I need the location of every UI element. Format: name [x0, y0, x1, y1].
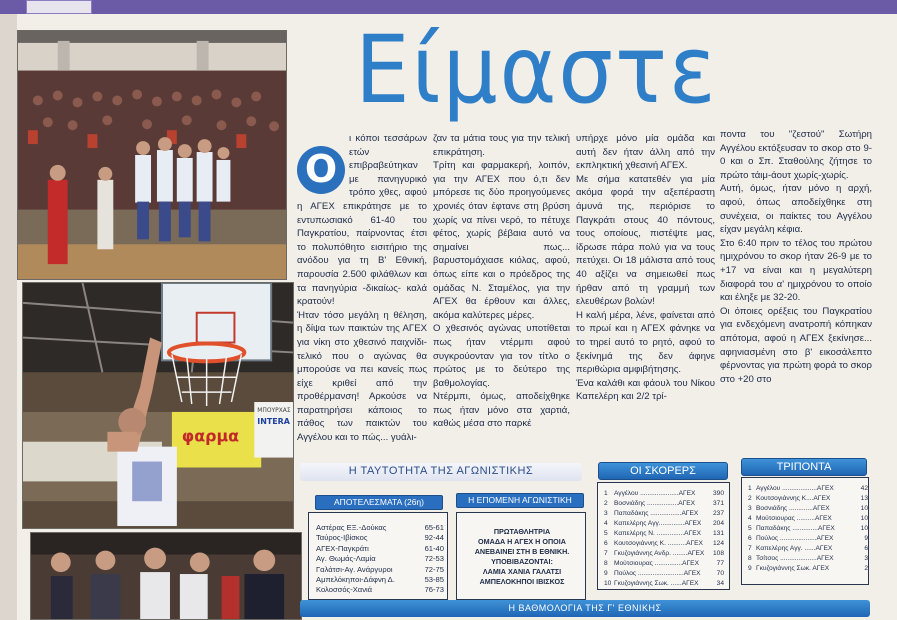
- article-paragraph: Με σήμα κατατεθέν για μία ακόμα φορά την αξεπέραστη άμυνά της, περιόρισε το Παγκράτι στους 40 πόντους, τους οποίους, πιστέψτε μας, ίδρωσε πάρα πολύ για να τους πετύχει. Οι 18 μάλιστα από τους 40 αξίζει να σημειωθεί πως ήρθαν από τη γραμμή των ελευθέρων βολών!: [576, 173, 715, 308]
- triple-row: [748, 534, 868, 544]
- player-name: Γκυζογιάννης Σωκ. ΑΓΕΧ: [756, 565, 830, 572]
- triple-row: [748, 494, 868, 504]
- dunk-sign-small: ΜΠΟΥΡΧΑΣ: [257, 406, 291, 414]
- triples-list: [748, 484, 868, 574]
- rank: 6: [604, 540, 608, 547]
- player-name: Γκυζογιάννης Σωκ. ......ΑΓΕΧ: [614, 580, 699, 587]
- result-score: 92-44: [424, 533, 444, 543]
- rank: 5: [748, 525, 752, 532]
- article-paragraph: Οι όποιες ορέξεις του Παγκρατίου για ενδεχόμενη ανατροπή κόπηκαν απότομα, αφού η ΑΓΕΧ ξεκίνησε... αφηνιασμένη στο β' εικοσάλεπτο φέρνοντας για πρώτη φορά το σκορ στο +20 στο: [720, 305, 872, 385]
- scorer-row: [604, 549, 724, 559]
- result-match: Κολοσσός-Χανιά: [316, 585, 373, 595]
- next-line: ΑΜΠΕΛΟΚΗΠΟΙ ΙΒΙΣΚΟΣ: [479, 577, 565, 586]
- article-paragraph: Στο 6:40 πριν το τέλος του πρώτου ημιχρόνου το σκορ ήταν 26-9 με το +17 να είναι και η μεγαλύτερη διαφορά του α' ημιχρόνου το οποίο και έληξε με 32-20.: [720, 237, 872, 304]
- rank: 6: [748, 535, 752, 542]
- article-paragraph: Ήταν τόσο μεγάλη η θέληση, η δίψα των παικτών της ΑΓΕΧ για νίκη στο χθεσινό παιχνίδι-τελικό που ο αγώνας θα μπορούσε να πει κανείς πως είχε κριθεί από την προθέρμανση! Αρκούσε να παρατηρήσει κάποιος το πάθος των παικτών του Αγγέλου και το πώς... γυάλι-: [297, 309, 427, 444]
- player-name: Καπελέρης Ν. ...............ΑΓΕΧ: [614, 530, 702, 537]
- result-row: [316, 575, 444, 585]
- result-row: [316, 533, 444, 543]
- rank: 1: [604, 490, 608, 497]
- crowd-celebration-photo: [17, 30, 287, 280]
- result-match: ΑΓΕΧ-Παγκράτι: [316, 543, 369, 553]
- threes: 6: [864, 545, 868, 552]
- article-column-1: [297, 132, 427, 462]
- points: 108: [712, 550, 724, 557]
- player-name: Παπαδάκης .................ΑΓΕΧ: [614, 510, 699, 517]
- next-line: ΟΜΑΔΑ Η ΑΓΕΧ Η ΟΠΟΙΑ: [478, 537, 566, 546]
- article-paragraph: Αυτή, όμως, ήταν μόνο η αρχή, αφού, όπως αποδείχθηκε στη συνέχεια, οι παίκτες του Αγγέλου είχαν μεγάλη κέφια.: [720, 183, 872, 236]
- result-row: [316, 523, 444, 533]
- result-row: [316, 565, 444, 575]
- next-round-title: Η ΕΠΟΜΕΝΗ ΑΓΩΝΙΣΤΙΚΗ: [456, 493, 584, 508]
- player-name: Αγγέλου .....................ΑΓΕΧ: [614, 490, 696, 497]
- triple-row: [748, 514, 868, 524]
- team-photo-art: [31, 533, 301, 619]
- points: 70: [716, 570, 724, 577]
- threes: 42: [860, 485, 868, 492]
- standings-banner: Η ΒΑΘΜΟΛΟΓΙΑ ΤΗΣ Γ' ΕΘΝΙΚΗΣ: [300, 600, 870, 617]
- result-score: 76-73: [424, 585, 444, 595]
- dunk-sign-left: φαρμα: [181, 426, 240, 446]
- player-name: Κουτσογιάννης Κ. ..........ΑΓΕΧ: [614, 540, 703, 547]
- article-column-2: [433, 132, 570, 462]
- points: 237: [712, 510, 724, 517]
- top-color-strip: [0, 0, 897, 14]
- triples-box: [741, 477, 869, 585]
- points: 124: [712, 540, 724, 547]
- next-round-box: [456, 512, 586, 600]
- scorers-box: [597, 482, 730, 590]
- rank: 8: [604, 560, 608, 567]
- points: 77: [716, 560, 724, 567]
- player-dunk-photo: [22, 282, 294, 529]
- triple-row: [748, 504, 868, 514]
- headline: Είμαστε: [355, 16, 718, 125]
- article-paragraph: Ένα καλάθι και φάουλ του Νίκου Καπελέρη και 2/2 τρί-: [576, 377, 715, 403]
- result-score: 53-85: [424, 575, 444, 585]
- article-paragraph: Τρίτη και φαρμακερή, λοιπόν, για την ΑΓΕΧ που ό,τι δεν μπόρεσε τις δύο προηγούμενες χρονιές όταν έφτανε στη βρύση χωρίς να πίνει νερό, το πέτυχε φέτος, χωρίς βέβαια αυτό να σημαίνει πως... βαρυστομάχιασε κιόλας, αφού, όπως είπε και ο πρόεδρος της ομάδας Ν. Σταμέλος, για την ΑΓΕΧ θα έρθουν και άλλες, ακόμα καλύτερες μέρες.: [433, 160, 570, 321]
- rank: 9: [604, 570, 608, 577]
- player-name: Μούτσιουρας ..........ΑΓΕΧ: [756, 515, 832, 522]
- triple-row: [748, 554, 868, 564]
- crowd-photo-art: [18, 31, 286, 279]
- result-row: [316, 544, 444, 554]
- next-line: ΥΠΟΒΙΒΑΖΟΝΤΑΙ:: [491, 557, 553, 566]
- threes: 13: [860, 495, 868, 502]
- article-paragraph: Η καλή μέρα, λένε, φαίνεται από το πρωί και η ΑΓΕΧ φάνηκε να το τηρεί αυτό το ρητό, αφού το ξεκίνημά της δεν άφηνε περιθώρια αμφιβήτησης.: [576, 309, 715, 376]
- points: 34: [716, 580, 724, 587]
- result-match: Ταύρος-Ιβίσκος: [316, 533, 368, 543]
- result-row: [316, 554, 444, 564]
- rank: 3: [604, 510, 608, 517]
- player-name: Γκυζογιάννης Ανδρ. ........ΑΓΕΧ: [614, 550, 704, 557]
- player-name: Παπαδάκης ..............ΑΓΕΧ: [756, 525, 835, 532]
- result-match: Αμπελόκηποι-Δάφνη Δ.: [316, 575, 395, 585]
- threes: 3: [864, 555, 868, 562]
- scorer-row: [604, 509, 724, 519]
- threes: 10: [860, 515, 868, 522]
- rank: 3: [748, 505, 752, 512]
- points: 204: [712, 520, 724, 527]
- rank: 2: [748, 495, 752, 502]
- article-column-3: [576, 132, 715, 462]
- scorers-list: [604, 489, 724, 589]
- points: 131: [712, 530, 724, 537]
- dropcap: Ο: [297, 146, 345, 194]
- rank: 8: [748, 555, 752, 562]
- article-paragraph: ζαν τα μάτια τους για την τελική επικράτηση.: [433, 133, 570, 158]
- result-score: 72-53: [424, 554, 444, 564]
- results-box: [308, 512, 448, 600]
- threes: 9: [864, 535, 868, 542]
- article-column-4: [720, 128, 872, 462]
- top-tab: [26, 0, 92, 14]
- threes: 10: [860, 505, 868, 512]
- rank: 7: [748, 545, 752, 552]
- points: 371: [712, 500, 724, 507]
- threes: 2: [864, 565, 868, 572]
- results-list: [316, 523, 444, 596]
- article-paragraph: ποντα του "ζεστού" Σωτήρη Αγγέλου εκτόξευσαν το σκορ στο 9-0 και ο Σπ. Σταθούλης ζήτησε το πρώτο τάιμ-άουτ χωρίς-χωρίς.: [720, 129, 872, 181]
- points: 390: [712, 490, 724, 497]
- rank: 10: [604, 580, 612, 587]
- result-score: 65-61: [424, 523, 444, 532]
- identity-banner: Η ΤΑΥΤΟΤΗΤΑ ΤΗΣ ΑΓΩΝΙΣΤΙΚΗΣ: [300, 463, 582, 481]
- page-fold-margin: [0, 14, 17, 620]
- article-paragraph: υπήρχε μόνο μία ομάδα και αυτή δεν ήταν άλλη από την εκπληκτική χθεσινή ΑΓΕΧ.: [576, 133, 715, 172]
- next-line: ΛΑΜΙΑ ΧΑΝΙΑ ΓΑΛΑΤΣΙ: [482, 567, 562, 576]
- player-name: Αγγέλου ...................ΑΓΕΧ: [756, 485, 834, 492]
- triple-row: [748, 544, 868, 554]
- triple-row: [748, 524, 868, 534]
- triple-row: [748, 564, 868, 574]
- player-name: Πούλος ....................ΑΓΕΧ: [756, 535, 834, 542]
- rank: 5: [604, 530, 608, 537]
- player-name: Καπελέρης Αγγ. ......ΑΓΕΧ: [756, 545, 833, 552]
- player-name: Καπελέρης Αγγ..............ΑΓΕΧ: [614, 520, 702, 527]
- dunk-photo-art: [23, 283, 293, 528]
- rank: 2: [604, 500, 608, 507]
- article-paragraph: Ο χθεσινός αγώνας υποτίθεται πως ήταν ντέρμπι αφού συγκρούονταν για τον τίτλο ο πρώτος με το δεύτερο της βαθμολογίας.: [433, 323, 570, 389]
- player-name: Τσίτσος ....................ΑΓΕΧ: [756, 555, 834, 562]
- rank: 4: [604, 520, 608, 527]
- article-paragraph: Ντέρμπι, όμως, αποδείχθηκε πως ήταν μόνο στα χαρτιά, καθώς μέσα στο παρκέ: [433, 391, 570, 430]
- result-score: 61-40: [424, 543, 444, 553]
- scorer-row: [604, 579, 724, 589]
- result-match: Γαλάτσι-Αγ. Ανάργυροι: [316, 564, 393, 574]
- player-name: Βοσνιάδης .............ΑΓΕΧ: [756, 505, 830, 512]
- team-photo: [30, 532, 302, 620]
- player-name: Μούτσιουρας ...............ΑΓΕΧ: [614, 560, 699, 567]
- triple-row: [748, 484, 868, 494]
- result-score: 72-75: [424, 564, 444, 574]
- results-title: ΑΠΟΤΕΛΕΣΜΑΤΑ (26η): [315, 495, 443, 510]
- threes: 10: [860, 525, 868, 532]
- scorer-row: [604, 539, 724, 549]
- next-line: ΑΝΕΒΑΙΝΕΙ ΣΤΗ Β ΕΘΝΙΚΗ.: [474, 547, 570, 556]
- scorer-row: [604, 519, 724, 529]
- scorer-row: [604, 569, 724, 579]
- rank: 7: [604, 550, 608, 557]
- next-line: ΠΡΩΤΑΘΛΗΤΡΙΑ: [493, 527, 551, 536]
- result-match: Αγ. Θωμάς-Λαμία: [316, 554, 376, 564]
- rank: 1: [748, 485, 752, 492]
- rank: 9: [748, 565, 752, 572]
- player-name: Κουτσογιάννης Κ....ΑΓΕΧ: [756, 495, 831, 502]
- result-match: Αστέρας ΕΞ.-Δούκας: [316, 523, 387, 532]
- next-round-text: [461, 527, 583, 587]
- scorer-row: [604, 499, 724, 509]
- player-name: Βοσνιάδης .................ΑΓΕΧ: [614, 500, 696, 507]
- scorer-row: [604, 489, 724, 499]
- dunk-sign-right: INTERA: [257, 416, 290, 426]
- triples-banner: ΤΡΙΠΟΝΤΑ: [741, 458, 867, 476]
- player-name: Πούλος .........................ΑΓΕΧ: [614, 570, 701, 577]
- scorer-row: [604, 529, 724, 539]
- scorers-banner: ΟΙ ΣΚΟΡΕΡΣ: [598, 462, 728, 480]
- scorer-row: [604, 559, 724, 569]
- result-row: [316, 585, 444, 595]
- rank: 4: [748, 515, 752, 522]
- article-paragraph: ι κόποι τεσσάρων ετών επιβραβεύτηκαν με πανηγυρικό τρόπο χθες, αφού η ΑΓΕΧ επικράτησε με το εντυπωσιακό 61-40 του Παγκρατίου, παίρνοντας έτσι το πολυπόθητο εισιτήριο της ανόδου για τη Β' Εθνική, παρουσία 2.500 φιλάθλων και τα πανηγύρια -δικαίως- καλά κρατούν!: [297, 133, 427, 308]
